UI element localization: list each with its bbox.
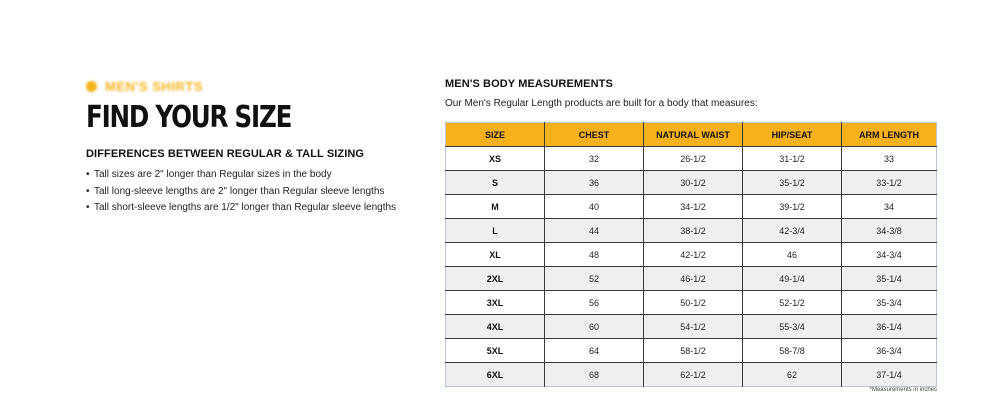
sizing-differences-list (86, 167, 416, 217)
cell-hip-seat: 39-1/2 (743, 195, 842, 219)
cell-chest: 60 (545, 315, 644, 339)
cell-natural-waist: 58-1/2 (644, 339, 743, 363)
cell-chest: 64 (545, 339, 644, 363)
category-label: MEN'S SHIRTS (105, 78, 203, 94)
measurements-heading: MEN'S BODY MEASUREMENTS (445, 78, 613, 90)
cell-natural-waist: 38-1/2 (644, 219, 743, 243)
column-header-size: SIZE (446, 123, 545, 147)
list-item: • Tall sizes are 2" longer than Regular sizes in the body (86, 167, 416, 184)
cell-size: S (446, 171, 545, 195)
brand-logo-icon (86, 81, 97, 92)
cell-natural-waist: 62-1/2 (644, 363, 743, 387)
table-row (446, 219, 937, 243)
cell-natural-waist: 46-1/2 (644, 267, 743, 291)
cell-natural-waist: 26-1/2 (644, 147, 743, 171)
cell-chest: 40 (545, 195, 644, 219)
cell-hip-seat: 58-7/8 (743, 339, 842, 363)
table-row (446, 195, 937, 219)
cell-arm-length: 33-1/2 (842, 171, 937, 195)
table-row (446, 291, 937, 315)
body-measurements-section (445, 78, 937, 393)
bullet-icon: • (86, 202, 90, 213)
cell-chest: 68 (545, 363, 644, 387)
cell-arm-length: 34 (842, 195, 937, 219)
cell-hip-seat: 31-1/2 (743, 147, 842, 171)
cell-hip-seat: 42-3/4 (743, 219, 842, 243)
table-row (446, 147, 937, 171)
cell-size: M (446, 195, 545, 219)
cell-size: 5XL (446, 339, 545, 363)
table-row (446, 243, 937, 267)
size-chart-table (445, 122, 937, 387)
cell-natural-waist: 50-1/2 (644, 291, 743, 315)
cell-chest: 56 (545, 291, 644, 315)
cell-hip-seat: 55-3/4 (743, 315, 842, 339)
cell-size: XS (446, 147, 545, 171)
cell-size: 6XL (446, 363, 545, 387)
measurements-description: Our Men's Regular Length products are built for a body that measures: (445, 98, 758, 109)
measurements-footnote: *Measurements in inches (869, 387, 937, 393)
table-row (446, 315, 937, 339)
column-header-natural-waist: NATURAL WAIST (644, 123, 743, 147)
bullet-icon: • (86, 185, 90, 197)
cell-arm-length: 37-1/4 (842, 363, 937, 387)
table-row (446, 339, 937, 363)
category-eyebrow (86, 78, 416, 94)
cell-arm-length: 34-3/4 (842, 243, 937, 267)
column-header-arm-length: ARM LENGTH (842, 123, 937, 147)
bullet-icon: • (86, 169, 90, 180)
cell-size: 3XL (446, 291, 545, 315)
cell-chest: 36 (545, 171, 644, 195)
cell-natural-waist: 42-1/2 (644, 243, 743, 267)
cell-arm-length: 35-1/4 (842, 267, 937, 291)
column-header-hip-seat: HIP/SEAT (743, 123, 842, 147)
list-item: • Tall long-sleeve lengths are 2" longer than Regular sleeve lengths (86, 184, 416, 201)
column-header-chest: CHEST (545, 123, 644, 147)
cell-natural-waist: 30-1/2 (644, 171, 743, 195)
table-row (446, 171, 937, 195)
cell-chest: 44 (545, 219, 644, 243)
cell-size: 2XL (446, 267, 545, 291)
table-row (446, 363, 937, 387)
cell-hip-seat: 49-1/4 (743, 267, 842, 291)
cell-arm-length: 33 (842, 147, 937, 171)
cell-size: 4XL (446, 315, 545, 339)
page-title: FIND YOUR SIZE (86, 100, 292, 135)
cell-hip-seat: 35-1/2 (743, 171, 842, 195)
sizing-differences-heading: DIFFERENCES BETWEEN REGULAR & TALL SIZING (86, 148, 365, 160)
cell-chest: 32 (545, 147, 644, 171)
list-item: • Tall short-sleeve lengths are 1/2" longer than Regular sleeve lengths (86, 200, 416, 217)
cell-arm-length: 36-1/4 (842, 315, 937, 339)
cell-arm-length: 36-3/4 (842, 339, 937, 363)
cell-natural-waist: 34-1/2 (644, 195, 743, 219)
table-row (446, 267, 937, 291)
cell-chest: 52 (545, 267, 644, 291)
cell-hip-seat: 62 (743, 363, 842, 387)
cell-size: L (446, 219, 545, 243)
cell-arm-length: 34-3/8 (842, 219, 937, 243)
cell-hip-seat: 52-1/2 (743, 291, 842, 315)
size-guide-intro (86, 78, 416, 217)
cell-chest: 48 (545, 243, 644, 267)
cell-arm-length: 35-3/4 (842, 291, 937, 315)
table-header-row (446, 123, 937, 147)
cell-hip-seat: 46 (743, 243, 842, 267)
cell-natural-waist: 54-1/2 (644, 315, 743, 339)
cell-size: XL (446, 243, 545, 267)
